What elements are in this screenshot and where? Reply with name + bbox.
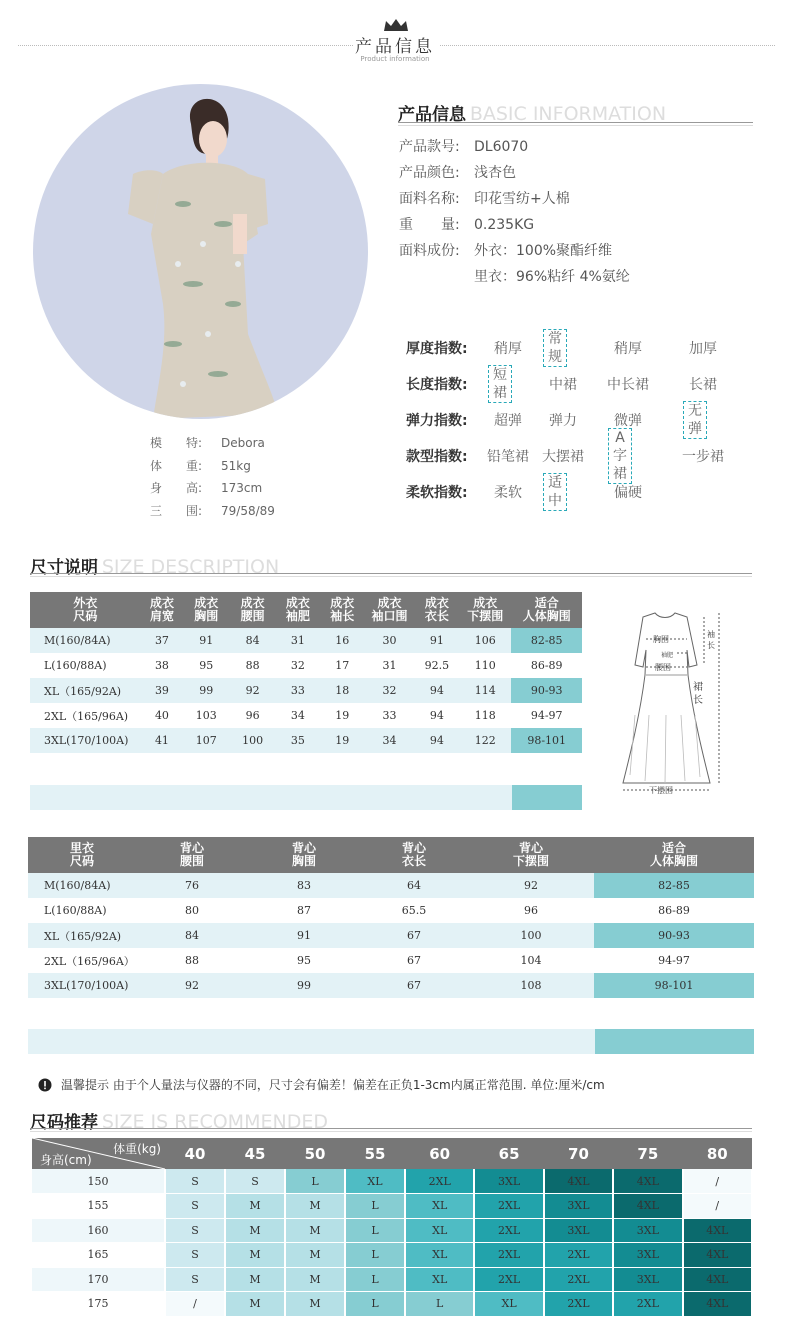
table-cell: 106 [459, 628, 511, 653]
table-cell: 2XL（165/96A) [44, 709, 129, 723]
table-cell: 107 [183, 728, 229, 753]
height-header: 165 [32, 1243, 165, 1268]
basic-info-title: 产品信息 [398, 105, 466, 125]
index-label: 款型指数: [406, 449, 468, 465]
size-cell: 2XL [474, 1267, 543, 1292]
table-cell: 110 [474, 659, 496, 672]
index-option: 稍厚 [614, 341, 642, 357]
size-note-text: 温馨提示 由于个人量法与仪器的不同，尺寸会有偏差！偏差在正负1-3cm内属正常范围. 单位:厘米/cm [61, 1078, 605, 1092]
table-cell: 80 [185, 904, 199, 917]
basic-info-list [399, 134, 630, 290]
height-header: 155 [32, 1194, 165, 1219]
table-cell: 37 [141, 628, 183, 653]
info-value: DL6070 [474, 139, 529, 155]
table-cell: 32 [290, 659, 305, 672]
corner-cell [32, 1138, 165, 1169]
table-row [28, 973, 754, 998]
table-cell: 65.5 [401, 904, 427, 917]
size-cell: 4XL [683, 1218, 752, 1243]
table-cell: 122 [459, 728, 511, 753]
index-row [406, 402, 702, 438]
size-cell: XL [345, 1169, 405, 1194]
index-option: 偏硬 [614, 485, 642, 501]
index-option: 大摆裙 [542, 449, 584, 465]
index-label: 弹力指数: [406, 413, 468, 429]
size-note [38, 1076, 605, 1093]
size-heading [30, 553, 750, 578]
inner-col-header: 背心 胸围 [248, 837, 360, 873]
model-value: 51kg [221, 458, 251, 473]
size-cell: L [345, 1292, 405, 1317]
table-row [30, 653, 582, 678]
table-cell: 2XL（165/96A） [44, 954, 135, 968]
table-cell: 41 [141, 728, 183, 753]
diagram-sleeve-width-label: 袖肥 [661, 652, 674, 659]
height-axis-label: 身高(cm) [40, 1153, 92, 1167]
index-label: 厚度指数: [406, 341, 468, 357]
table-row [28, 898, 754, 923]
size-cell: M [285, 1292, 345, 1317]
size-cell: XL [405, 1267, 474, 1292]
size-cell: M [225, 1243, 285, 1268]
size-cell: XL [405, 1218, 474, 1243]
size-cell: S [165, 1218, 225, 1243]
table-row [32, 1194, 752, 1219]
size-cell: 4XL [683, 1243, 752, 1268]
outer-col-header: 成衣 肩宽 [141, 592, 183, 628]
table-cell: XL（165/92A) [28, 923, 136, 948]
index-option-selected: A字裙 [608, 428, 632, 484]
size-cell: L [345, 1267, 405, 1292]
table-cell: 84 [229, 628, 275, 653]
table-row [32, 1267, 752, 1292]
product-indices [406, 330, 724, 510]
weight-header: 65 [474, 1138, 543, 1169]
table-cell: 32 [364, 678, 414, 703]
index-option: 柔软 [494, 485, 522, 501]
index-option-selected: 适中 [543, 473, 567, 511]
size-cell: M [285, 1243, 345, 1268]
size-cell: M [285, 1267, 345, 1292]
table-cell: 92.5 [424, 659, 450, 672]
table-cell: 90-93 [511, 678, 582, 703]
table-cell: 82-85 [594, 873, 754, 898]
size-cell: 4XL [683, 1267, 752, 1292]
table-row [32, 1218, 752, 1243]
size-cell: L [285, 1169, 345, 1194]
table-cell: 39 [141, 678, 183, 703]
table-cell: 108 [468, 973, 594, 998]
outer-col-header: 成衣 下摆围 [459, 592, 511, 628]
table-cell: 91 [415, 628, 459, 653]
outer-col-header: 成衣 衣长 [415, 592, 459, 628]
table-cell: 94 [429, 709, 444, 722]
size-cell: / [683, 1194, 752, 1219]
table-cell: 31 [382, 659, 397, 672]
diagram-hem-label: 下摆围 [649, 786, 673, 795]
size-cell: 3XL [613, 1243, 682, 1268]
table-cell: 94 [415, 678, 459, 703]
size-cell: S [165, 1169, 225, 1194]
weight-axis-label: 体重(kg) [113, 1142, 161, 1156]
info-value: 里衣：96%粘纤 4%氨纶 [474, 269, 630, 285]
table-cell: 19 [320, 728, 364, 753]
table-cell: L(160/88A) [44, 904, 107, 917]
info-label: 面料名称: [399, 191, 460, 207]
table-cell: 84 [136, 923, 248, 948]
size-cell: 3XL [613, 1267, 682, 1292]
index-option: 稍厚 [494, 341, 522, 357]
index-option: 弹力 [549, 413, 577, 429]
size-cell: M [225, 1218, 285, 1243]
table-cell: 95 [199, 659, 214, 672]
table-cell: 34 [364, 728, 414, 753]
table-cell: 19 [335, 709, 350, 722]
size-cell: 2XL [474, 1194, 543, 1219]
table-cell: 91 [183, 628, 229, 653]
table-cell: 94-97 [594, 948, 754, 973]
info-value: 0.235KG [474, 217, 535, 233]
info-label: 产品款号: [399, 139, 460, 155]
index-label: 柔软指数: [406, 485, 468, 501]
size-cell: S [225, 1169, 285, 1194]
table-cell: 99 [248, 973, 360, 998]
size-cell: M [225, 1267, 285, 1292]
table-cell: 34 [290, 709, 305, 722]
index-option: 一步裙 [682, 449, 724, 465]
size-cell: 4XL [613, 1169, 682, 1194]
warning-icon [38, 1078, 52, 1092]
size-cell: S [165, 1243, 225, 1268]
size-title-en: SIZE DESCRIPTION [101, 556, 280, 578]
weight-header: 45 [225, 1138, 285, 1169]
size-cell: 2XL [544, 1243, 613, 1268]
weight-header: 60 [405, 1138, 474, 1169]
table-cell: 103 [195, 709, 217, 722]
weight-header: 55 [345, 1138, 405, 1169]
size-cell: 4XL [683, 1292, 752, 1317]
table-cell: 16 [320, 628, 364, 653]
model-value: Debora [221, 436, 265, 450]
size-cell: L [345, 1243, 405, 1268]
table-cell: 92 [229, 678, 275, 703]
height-header: 175 [32, 1292, 165, 1317]
table-cell: 87 [297, 904, 311, 917]
table-cell: 3XL(170/100A) [28, 973, 136, 998]
table-row [30, 728, 582, 753]
size-cell: 2XL [613, 1292, 682, 1317]
weight-header: 40 [165, 1138, 225, 1169]
size-cell: 3XL [544, 1194, 613, 1219]
inner-col-header: 里衣 尺码 [28, 837, 136, 873]
table-cell: 18 [320, 678, 364, 703]
table-cell: 95 [297, 954, 311, 967]
table-row [32, 1243, 752, 1268]
outer-size-table [30, 592, 582, 753]
table-cell: 88 [245, 659, 260, 672]
size-cell: 3XL [544, 1218, 613, 1243]
table-cell: 35 [276, 728, 320, 753]
table-cell: XL（165/92A) [30, 678, 141, 703]
size-title: 尺寸说明 [30, 558, 98, 578]
size-cell: XL [405, 1194, 474, 1219]
table-cell: 30 [364, 628, 414, 653]
diagram-length-label: 裙长 [693, 682, 703, 706]
model-label: 身 高: [150, 481, 203, 495]
table-row [30, 628, 582, 653]
size-cell: M [285, 1194, 345, 1219]
info-label: 面料成份: [399, 243, 460, 259]
size-cell: L [405, 1292, 474, 1317]
model-info [150, 432, 275, 522]
table-cell: 99 [183, 678, 229, 703]
inner-size-table [28, 837, 754, 998]
size-cell: M [225, 1194, 285, 1219]
model-value: 173cm [221, 481, 263, 495]
outer-col-header: 成衣 袖口围 [364, 592, 414, 628]
dress-measure-diagram [615, 605, 725, 800]
crown-icon [383, 18, 409, 32]
weight-header: 70 [544, 1138, 613, 1169]
outer-col-header: 成衣 袖肥 [276, 592, 320, 628]
table-cell: 98-101 [594, 973, 754, 998]
index-option: 加厚 [689, 341, 717, 357]
banner-title: 产品信息 [355, 37, 435, 57]
inner-col-header: 背心 衣长 [360, 837, 468, 873]
banner-subtitle: Product information [360, 55, 430, 63]
index-option: 中裙 [549, 377, 577, 393]
table-cell: 114 [459, 678, 511, 703]
outer-col-header: 成衣 袖长 [320, 592, 364, 628]
info-value: 浅杏色 [474, 165, 516, 181]
info-value: 外衣：100%聚酯纤维 [474, 243, 613, 259]
table-cell: 67 [360, 973, 468, 998]
table-row [28, 873, 754, 898]
table-cell: 64 [360, 873, 468, 898]
weight-header: 75 [613, 1138, 682, 1169]
size-recommend-table [32, 1138, 753, 1317]
table-cell: 76 [136, 873, 248, 898]
size-cell: S [165, 1267, 225, 1292]
recommend-heading [30, 1108, 750, 1133]
table-cell: 31 [276, 628, 320, 653]
table-row [30, 678, 582, 703]
size-cell: L [345, 1194, 405, 1219]
table-cell: L(160/88A) [44, 659, 107, 672]
inner-col-header: 背心 腰围 [136, 837, 248, 873]
size-cell: / [683, 1169, 752, 1194]
table-cell: 91 [248, 923, 360, 948]
table-row [28, 948, 754, 973]
size-cell: 4XL [613, 1194, 682, 1219]
index-option: 铅笔裙 [487, 449, 529, 465]
table-cell: 118 [474, 709, 496, 722]
table-cell: 40 [154, 709, 169, 722]
table-cell: M(160/84A) [28, 873, 136, 898]
height-header: 150 [32, 1169, 165, 1194]
index-option: 中长裙 [607, 377, 649, 393]
table-cell: 67 [407, 954, 421, 967]
table-cell: 33 [276, 678, 320, 703]
size-cell: S [165, 1194, 225, 1219]
size-cell: 2XL [405, 1169, 474, 1194]
index-option: 微弹 [614, 413, 642, 429]
size-cell: L [345, 1218, 405, 1243]
size-cell: 3XL [613, 1218, 682, 1243]
size-cell: 2XL [474, 1218, 543, 1243]
inner-col-header: 适合 人体胸围 [594, 837, 754, 873]
index-option: 超弹 [494, 413, 522, 429]
model-label: 模 特: [150, 436, 203, 450]
size-cell: / [165, 1292, 225, 1317]
table-cell: 104 [520, 954, 542, 967]
size-cell: M [225, 1292, 285, 1317]
table-cell: 92 [468, 873, 594, 898]
table-cell: M(160/84A) [30, 628, 141, 653]
weight-header: 50 [285, 1138, 345, 1169]
table-row [28, 923, 754, 948]
outer-col-header: 外衣 尺码 [30, 592, 141, 628]
info-label [399, 264, 474, 290]
index-option-selected: 常规 [543, 329, 567, 367]
recommend-title: 尺码推荐 [30, 1113, 98, 1133]
table-cell: 94 [415, 728, 459, 753]
table-cell: 98-101 [511, 728, 582, 753]
table-cell: 33 [382, 709, 397, 722]
table-cell: 96 [245, 709, 260, 722]
table-cell: 96 [524, 904, 538, 917]
model-label: 体 重: [150, 458, 203, 473]
index-row [406, 366, 717, 402]
table-cell: 88 [185, 954, 199, 967]
table-cell: 94-97 [511, 703, 582, 728]
index-row [406, 330, 717, 366]
table-cell: 100 [229, 728, 275, 753]
index-label: 长度指数: [406, 377, 468, 393]
outer-col-header: 成衣 腰围 [229, 592, 275, 628]
table-cell: 38 [154, 659, 169, 672]
info-label: 重 量: [399, 217, 460, 233]
table-row [30, 703, 582, 728]
table-cell: 17 [335, 659, 350, 672]
weight-header: 80 [683, 1138, 752, 1169]
recommend-title-en: SIZE IS RECOMMENDED [101, 1111, 328, 1133]
index-row [406, 430, 724, 482]
table-row [32, 1169, 752, 1194]
diagram-waist-label: 腰围 [655, 663, 671, 672]
basic-info-title-en: BASIC INFORMATION [469, 103, 667, 125]
size-cell: 2XL [474, 1243, 543, 1268]
table-cell: 67 [360, 923, 468, 948]
diagram-chest-label: 胸围 [653, 635, 669, 644]
table-cell: 83 [248, 873, 360, 898]
model-photo [33, 84, 368, 419]
inner-col-header: 背心 下摆围 [468, 837, 594, 873]
height-header: 170 [32, 1267, 165, 1292]
size-cell: M [285, 1218, 345, 1243]
index-option-selected: 短裙 [488, 365, 512, 403]
diagram-sleeve-label: 袖长 [707, 630, 715, 650]
size-cell: XL [474, 1292, 543, 1317]
index-option-selected: 无弹 [683, 401, 707, 439]
index-option: 长裙 [689, 377, 717, 393]
model-label: 三 围: [150, 503, 203, 518]
size-cell: 2XL [544, 1267, 613, 1292]
table-cell: 82-85 [511, 628, 582, 653]
size-cell: 4XL [544, 1169, 613, 1194]
info-value: 印花雪纺+人棉 [474, 191, 570, 207]
size-cell: 2XL [544, 1292, 613, 1317]
info-label: 产品颜色: [399, 165, 460, 181]
outer-col-header: 适合 人体胸围 [511, 592, 582, 628]
table-cell: 92 [136, 973, 248, 998]
table-cell: 100 [468, 923, 594, 948]
table-row [32, 1292, 752, 1317]
model-value: 79/58/89 [221, 503, 275, 518]
table-cell: 90-93 [594, 923, 754, 948]
outer-col-header: 成衣 胸围 [183, 592, 229, 628]
table-cell: 3XL(170/100A) [30, 728, 141, 753]
table-cell: 86-89 [511, 653, 582, 678]
height-header: 160 [32, 1218, 165, 1243]
size-cell: 3XL [474, 1169, 543, 1194]
index-row [406, 474, 642, 510]
table-cell: 86-89 [594, 898, 754, 923]
size-cell: XL [405, 1243, 474, 1268]
